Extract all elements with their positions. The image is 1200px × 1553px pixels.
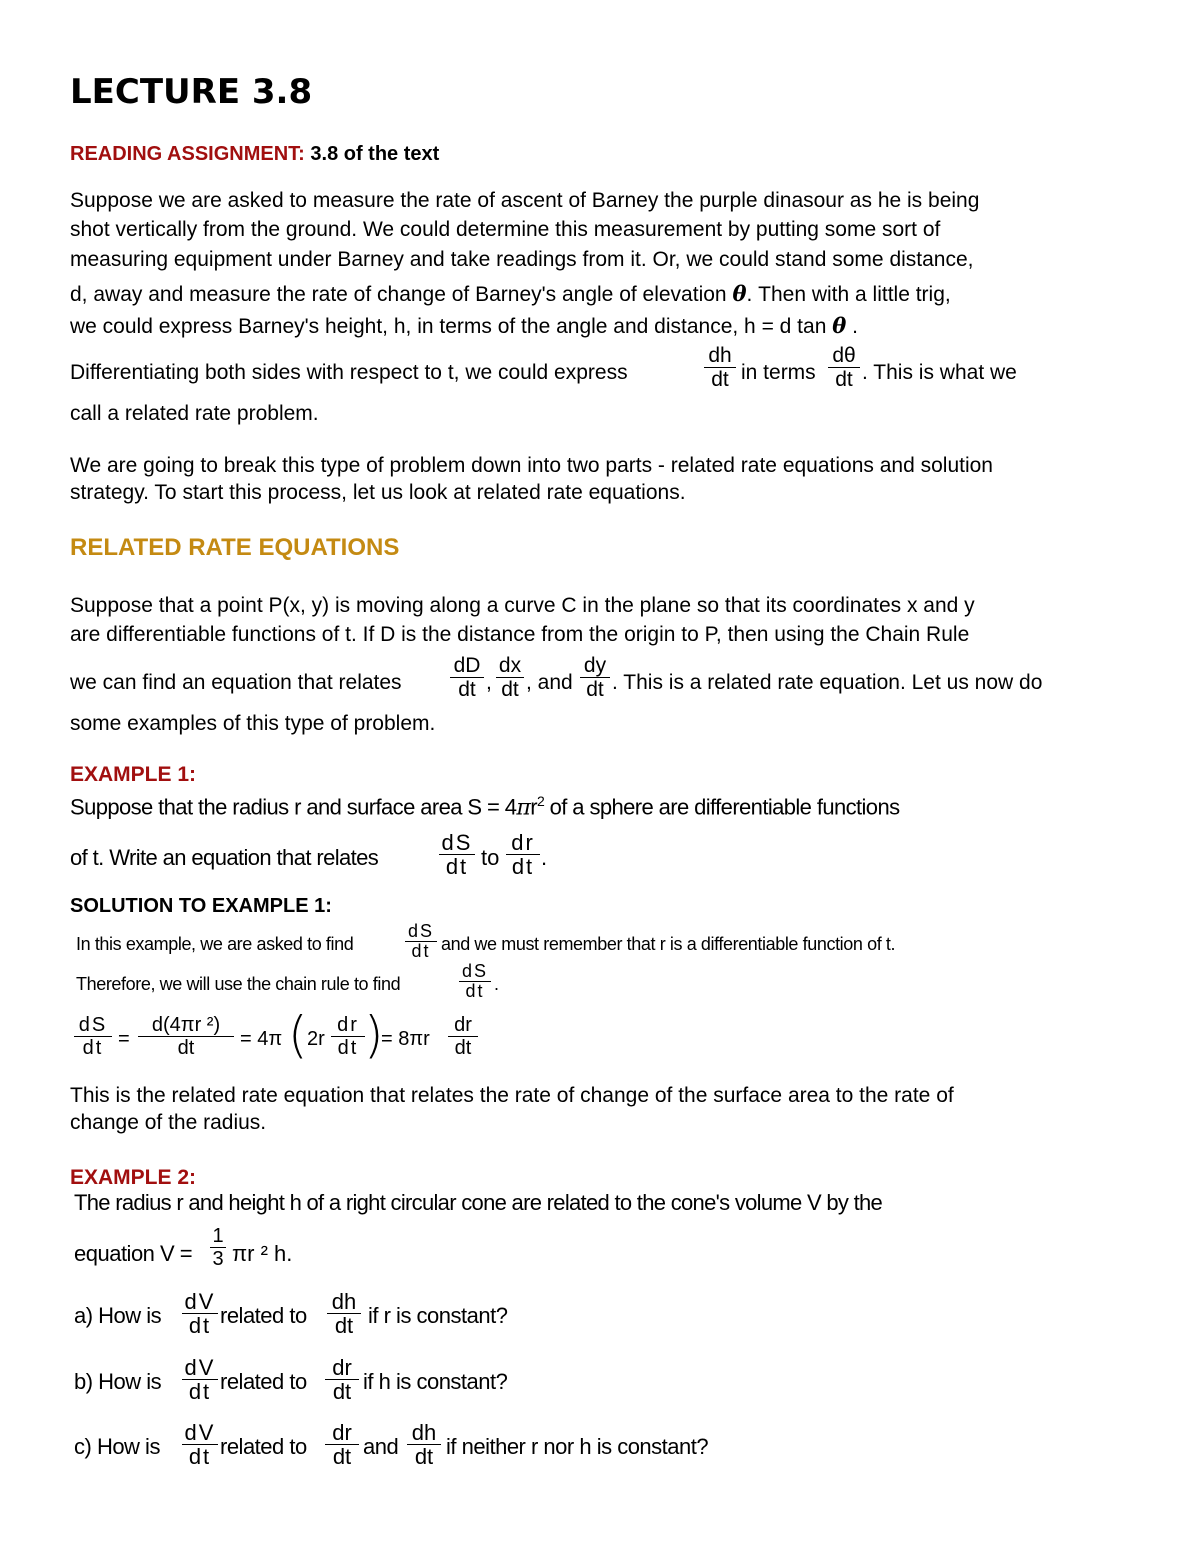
eq-inner-2r: 2r [307,1028,325,1050]
frac-den: dt [74,1036,112,1059]
example-1-line-1 [70,793,899,820]
fraction-dV-dt [182,1356,218,1404]
related-line-2: are differentiable functions of t. If D is the distance from the origin to P, then using the Chain Rule [70,623,970,646]
eq-4pi: = 4π [240,1028,283,1050]
frac-den: dt [496,677,524,701]
question-c-related: related to [220,1434,307,1459]
fraction-dh-dt [407,1421,441,1469]
reading-assignment [70,143,439,166]
pi-symbol: π [516,795,531,821]
frac-num: 1 [212,1225,224,1247]
solution-1-label: SOLUTION TO EXAMPLE 1: [70,895,332,917]
frac-num: dS [441,830,473,855]
example-1-label: EXAMPLE 1: [70,763,197,786]
fraction-dx-dt [496,655,524,701]
fraction-one-third [210,1226,226,1270]
intro-line-6a: Differentiating both sides with respect to t, we could express [70,361,628,384]
intro-line-4 [70,279,951,309]
frac-num: dS [78,1014,108,1036]
frac-den: dt [405,941,437,962]
frac-den: dt [325,1379,359,1404]
frac-num: dr [511,830,535,855]
theta-symbol: θ [732,281,747,306]
example-2-line-2a: equation V = [74,1241,193,1266]
intro-line-5 [70,311,858,341]
frac-den: 3 [210,1247,226,1270]
frac-den: dt [325,1444,359,1469]
intro-line-1: Suppose we are asked to measure the rate of ascent of Barney the purple dinasour as he is being [70,189,980,212]
to-text: to [481,845,500,870]
solution-1-line-2b: . [494,974,500,994]
eq-equals-1: = [118,1028,130,1050]
frac-num: dS [461,961,489,981]
frac-den: dt [407,1444,441,1469]
fraction-dV-dt [182,1421,218,1469]
related-line-3b: . This is a related rate equation. Let us now do [612,671,1043,694]
intro-line-5b: . [852,315,858,338]
fraction-dr-dt [325,1421,359,1469]
eq-8pir: = 8πr [381,1028,430,1050]
ex1-text-b: r [530,794,537,820]
intro-line-6b: in terms [741,361,816,384]
frac-den: dt [138,1036,234,1059]
left-paren: ( [288,1006,308,1064]
solution-text-line-1: This is the related rate equation that relates the rate of change of the surface area to the rate of [70,1084,954,1107]
reading-label: READING ASSIGNMENT: [70,143,305,165]
eq-frac-dr-dt [331,1015,365,1059]
intro-line-3: measuring equipment under Barney and take readings from it. Or, we could stand some distance, [70,248,974,271]
strategy-line-1: We are going to break this type of problem down into two parts - related rate equations and solution [70,454,993,477]
question-c-suffix: if neither r nor h is constant? [446,1434,709,1459]
frac-den: dt [182,1444,218,1469]
reading-text: 3.8 of the text [310,143,440,165]
frac-num: dθ [832,344,856,367]
ex1-text-a: Suppose that the radius r and surface area S = 4 [70,794,517,820]
fraction-dS-dt [459,962,491,1002]
frac-den: dt [331,1036,365,1059]
related-line-4: some examples of this type of problem. [70,712,436,735]
frac-num: dV [184,1355,216,1380]
question-c-and: and [363,1434,399,1459]
frac-den: dt [828,367,860,391]
fraction-dD-dt [450,655,484,701]
intro-line-4a: d, away and measure the rate of change of Barney's angle of elevation [70,283,727,306]
frac-den: dt [448,1036,478,1059]
fraction-dh-dt [327,1290,361,1338]
frac-num: dV [184,1420,216,1445]
related-line-1: Suppose that a point P(x, y) is moving along a curve C in the plane so that its coordinates x and y [70,594,975,617]
frac-num: dr [454,1014,472,1036]
frac-den: dt [439,854,475,879]
question-c-prefix: c) How is [74,1434,160,1459]
intro-line-7: call a related rate problem. [70,402,319,425]
frac-den: dt [506,854,540,879]
frac-num: dr [337,1014,359,1036]
superscript: 2 [536,793,545,809]
frac-num: dD [453,654,481,677]
frac-den: dt [459,981,491,1002]
solution-1-line-1a: In this example, we are asked to find [76,934,354,954]
fraction-dtheta-dt [828,345,860,391]
fraction-dV-dt [182,1290,218,1338]
question-b-prefix: b) How is [74,1369,162,1394]
frac-den: dt [580,677,610,701]
example-2-line-2b: πr ² h. [232,1241,293,1266]
frac-num: dr [332,1420,352,1445]
frac-num: dh [331,1289,357,1314]
frac-num: dx [498,654,522,677]
fraction-dr-dt [325,1356,359,1404]
fraction-dr-dt [506,831,540,879]
fraction-dy-dt [580,655,610,701]
related-line-3a: we can find an equation that relates [70,671,402,694]
strategy-line-2: strategy. To start this process, let us look at related rate equations. [70,481,686,504]
eq-frac-d4pir2-dt [138,1015,234,1059]
right-paren: ) [364,1006,384,1064]
intro-line-6c: . This is what we [862,361,1017,384]
question-a-related: related to [220,1303,307,1328]
fraction-dS-dt [439,831,475,879]
frac-num: d(4πr ²) [151,1014,221,1036]
solution-1-line-2a: Therefore, we will use the chain rule to find [76,974,401,994]
frac-den: dt [704,367,736,391]
example-2-label: EXAMPLE 2: [70,1166,197,1189]
frac-den: dt [182,1313,218,1338]
frac-num: dS [407,921,435,941]
intro-line-4b: . Then with a little trig, [746,283,951,306]
page-title: LECTURE 3.8 [70,72,313,112]
ex1-text-c: of a sphere are differentiable functions [544,794,900,820]
period: . [541,845,548,870]
question-b-suffix: if h is constant? [363,1369,508,1394]
intro-line-5a: we could express Barney's height, h, in terms of the angle and distance, h = d tan [70,315,827,338]
section-heading: RELATED RATE EQUATIONS [70,534,400,561]
fraction-dh-dt [704,345,736,391]
frac-num: dh [411,1420,437,1445]
frac-den: dt [450,677,484,701]
comma: , [486,671,492,694]
question-a-suffix: if r is constant? [368,1303,508,1328]
frac-num: dr [332,1355,352,1380]
eq-frac-dS-dt [74,1015,112,1059]
question-b-related: related to [220,1369,307,1394]
frac-num: dh [708,344,732,367]
solution-1-line-1b: and we must remember that r is a differentiable function of t. [441,934,896,954]
frac-den: dt [182,1379,218,1404]
example-2-line-1: The radius r and height h of a right circular cone are related to the cone's volume V by the [74,1190,883,1215]
and-text: , and [526,671,573,694]
question-a-prefix: a) How is [74,1303,162,1328]
eq-frac-dr-dt-2 [448,1015,478,1059]
solution-text-line-2: change of the radius. [70,1111,267,1134]
frac-num: dV [184,1289,216,1314]
example-1-line-2: of t. Write an equation that relates [70,845,379,870]
intro-line-2: shot vertically from the ground. We could determine this measurement by putting some sort of [70,218,941,241]
theta-symbol: θ [832,313,847,338]
frac-den: dt [327,1313,361,1338]
frac-num: dy [583,654,607,677]
fraction-dS-dt [405,922,437,962]
